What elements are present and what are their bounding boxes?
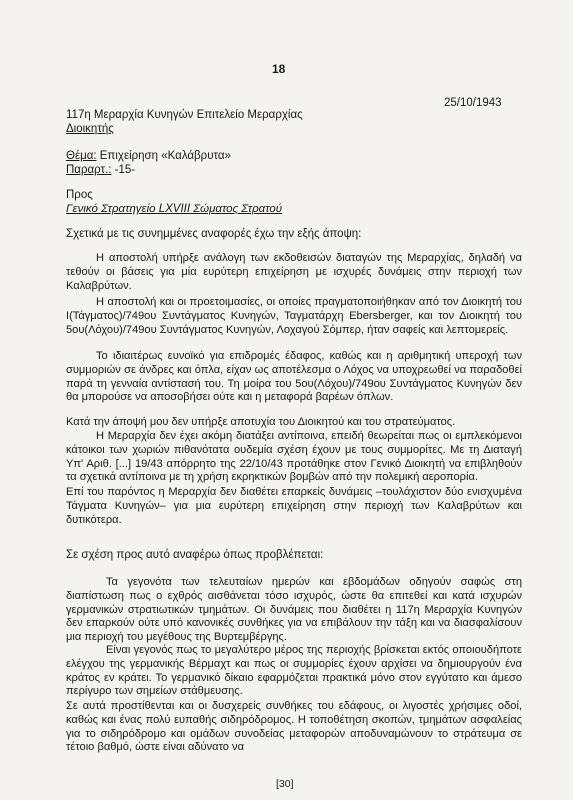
body-paragraph: Κατά την άποψή μου δεν υπήρξε αποτυχία του Διοικητού και του στρατεύματος.	[66, 416, 456, 428]
body-paragraph: Σε αυτά προστίθενται και οι δυσχερείς συνθήκες του εδάφους, οι λιγοστές χρήσιμες οδοί, καθώς και ένας πολύ ευπαθής σιδηρόδρομος. Η τοποθέτηση σκοπών, τμημάτων ασφαλείας για το σιδηρόδρομο και ομάδων συνοδείας μεταφορών απoδυναμώνουν το στράτευμα σε τέτοιο βαθμό, ώστε είναι αδύνατο να	[66, 700, 522, 754]
to-label: Προς	[66, 189, 93, 201]
subject-line	[66, 150, 231, 162]
body-paragraph: Είναι γεγονός πως το μεγαλύτερο μέρος της περιοχής βρίσκεται εκτός οποιουδήποτε ελέγχου της γερμανικής Βέρμαχτ και πως οι συμμορίες έχουν αρχίσει να δημιουργούν ένα κράτος εν κράτει. Το γερμανικό δίκαιο εφαρμόζεται πρακτικά μόνο στον εγγύτατο και άμεσο περίγυρο των σημείων στάθμευσης.	[66, 644, 522, 698]
subject-text: Επιχείρηση «Καλάβρυτα»	[96, 150, 231, 162]
intro-line: Σχετικά με τις συνημμένες αναφορές έχω την εξής άποψη:	[66, 228, 362, 240]
page-number: 18	[272, 62, 286, 76]
body-paragraph: Το ιδιαιτέρως ευνοϊκό για επιδρομές έδαφος, καθώς και η αριθμητική υπεροχή των συμμοριών σε άνδρες και όπλα, είχαν ως αποτέλεσμα ο Λόχος να υποχρεωθεί να παραδοθεί παρά τη γενναία αντίστασή του. Τη μοίρα του 5ου(Λόχου)/749ου Συντάγματος Κυνηγών δεν θα μπορούσε να αποσοβήσει ούτε και η μεταφορά βαρέων όπλων.	[66, 350, 522, 404]
body-paragraph: Η Μεραρχία δεν έχει ακόμη διατάξει αντίποινα, επειδή θεωρείται πως οι εμπλεκόμενοι κάτοικοι των χωριών πιθανότατα ουδεμία σχέση έχουν με τους συμμορίτες. Με τη Διαταγή Υπ' Αριθ. [...] 19/43 απόρρητο της 22/10/43 προτάθηκε στον Γενικό Διοικητή να επιβληθούν τα σχετικά αντίποινα με τη χρήση εκρηκτικών βομβών από την πολεμική αεροπορία.	[66, 430, 522, 484]
attachment-line	[66, 164, 135, 176]
sender-line: 117η Μεραρχία Κυνηγών Επιτελείο Μεραρχίας	[66, 109, 303, 121]
archive-page-number: [30]	[276, 778, 294, 790]
body-paragraph: Τα γεγονότα των τελευταίων ημερών και εβδομάδων οδηγούν σαφώς στη διαπίστωση πως ο εχθρός αισθάνεται τόσο ισχυρός, ώστε θα επιτεθεί και κατά ισχυρών γερμανικών στρατιωτικών τμημάτων. Οι δυνάμεις που διαθέτει η 117η Μεραρχία Κυνηγών δεν επαρκούν ούτε υπό κανονικές συνθήκες για να επιβάλουν την τάξη και να διασφαλίσουν μια περιοχή του μεγέθους της Βυρτεμβέργης.	[66, 576, 522, 644]
attachment-text: -15-	[111, 164, 136, 176]
subject-label: Θέμα:	[66, 150, 97, 162]
body-paragraph: Επί του παρόντος η Μεραρχία δεν διαθέτει επαρκείς δυνάμεις –τουλάχιστον δύο ενισχυμένα Τάγματα Κυνηγών– για μια ευρύτερη επιχείρηση στην περιοχή των Καλαβρύτων και δυτικότερα.	[66, 486, 522, 526]
letter-date: 25/10/1943	[444, 97, 502, 109]
attachment-label: Παραρτ.:	[66, 164, 112, 176]
body-paragraph: Η αποστολή και οι προετοιμασίες, οι οποίες πραγματοποιήθηκαν από τον Διοικητή του Ι(Τάγματος)/749ου Συντάγματος Κυνηγών, Ταγματάρχη Ebersberger, και τον Διοικητή του 5ου(Λόχου)/749ου Συντάγματος Κυνηγών, Λοχαγού Σόμπερ, ήταν σαφείς και λεπτομερείς.	[66, 296, 522, 336]
recipient: Γενικό Στρατηγείο LXVIII Σώματος Στρατού	[66, 203, 283, 215]
section-intro: Σε σχέση προς αυτό αναφέρω όπως προβλέπεται:	[66, 549, 324, 561]
sender-role: Διοικητής	[66, 123, 114, 135]
body-paragraph: Η αποστολή υπήρξε ανάλογη των εκδοθεισών διαταγών της Μεραρχίας, δηλαδή να τεθούν οι βάσεις για μία ευρύτερη επιχείρηση με ισχυρές δυνάμεις στην περιοχή των Καλαβρύτων.	[66, 252, 522, 292]
